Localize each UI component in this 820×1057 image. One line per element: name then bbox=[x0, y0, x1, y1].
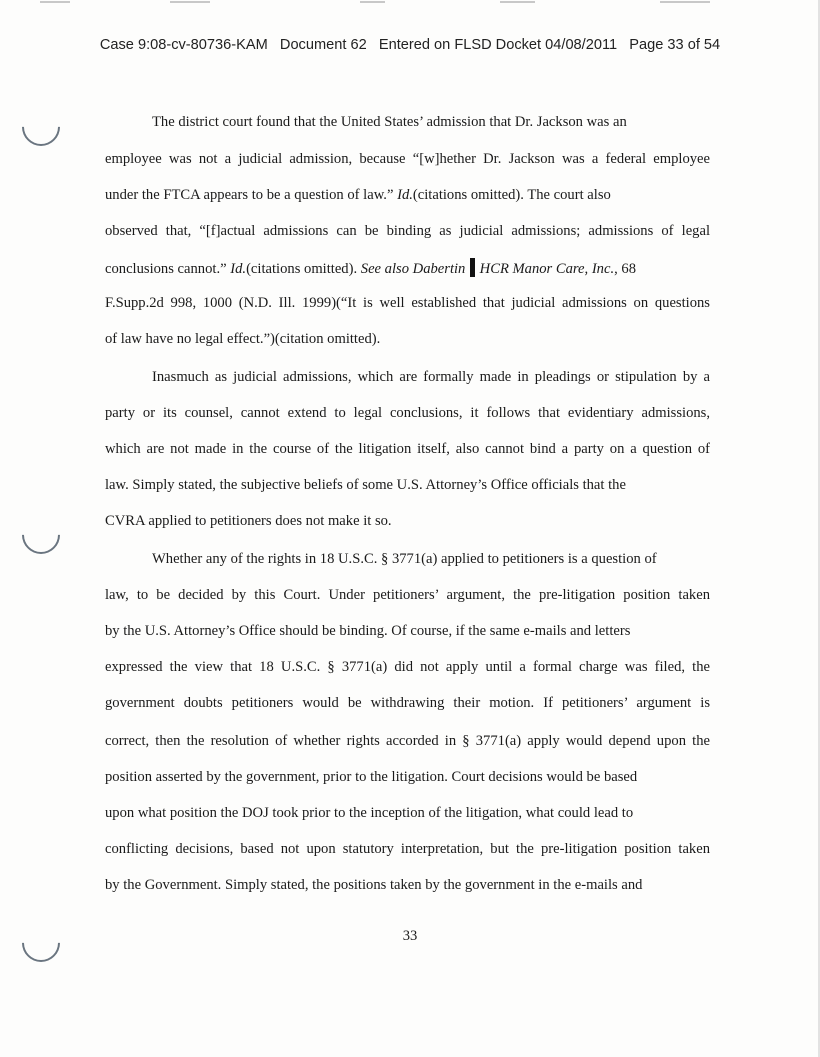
body-line: correct, then the resolution of whether rights accorded in § 3771(a) apply would depend upon the bbox=[105, 733, 710, 749]
page-number: 33 bbox=[402, 928, 418, 944]
body-line: position asserted by the government, prior to the litigation. Court decisions would be based bbox=[105, 769, 638, 785]
body-line: Inasmuch as judicial admissions, which are formally made in pleadings or stipulation by a bbox=[152, 369, 710, 385]
body-line: The district court found that the United States’ admission that Dr. Jackson was an bbox=[152, 114, 627, 130]
text-run: (citations omitted). The court also bbox=[412, 187, 611, 203]
text-run: conclusions cannot.” bbox=[105, 261, 227, 277]
body-line bbox=[105, 258, 710, 278]
redaction-mark bbox=[470, 258, 475, 277]
body-line bbox=[105, 186, 710, 204]
text-run: , 68 bbox=[614, 261, 636, 277]
body-line: government doubts petitioners would be withdrawing their motion. If petitioners’ argument is bbox=[105, 695, 710, 711]
body-line: expressed the view that 18 U.S.C. § 3771(a) did not apply until a formal charge was filed, the bbox=[105, 659, 710, 675]
case-name-italic: See also Dabertin bbox=[360, 261, 466, 277]
citation-italic: Id. bbox=[230, 261, 247, 277]
body-line: by the U.S. Attorney’s Office should be binding. Of course, if the same e-mails and letters bbox=[105, 623, 631, 639]
punch-hole-middle bbox=[14, 508, 68, 562]
body-line: F.Supp.2d 998, 1000 (N.D. Ill. 1999)(“It is well established that judicial admissions on questions bbox=[105, 295, 710, 311]
docket-header: Case 9:08-cv-80736-KAM Document 62 Entered on FLSD Docket 04/08/2011 Page 33 of 54 bbox=[99, 37, 721, 53]
body-line: party or its counsel, cannot extend to legal conclusions, it follows that evidentiary admissions, bbox=[105, 405, 710, 421]
body-line: which are not made in the course of the litigation itself, also cannot bind a party on a question of bbox=[105, 441, 710, 457]
body-line: Whether any of the rights in 18 U.S.C. § 3771(a) applied to petitioners is a question of bbox=[152, 551, 657, 567]
body-line: observed that, “[f]actual admissions can be binding as judicial admissions; admissions of legal bbox=[105, 223, 710, 239]
body-line: conflicting decisions, based not upon statutory interpretation, but the pre-litigation position taken bbox=[105, 841, 710, 857]
case-name-italic: HCR Manor Care, Inc. bbox=[479, 261, 615, 277]
citation-italic: Id. bbox=[397, 187, 413, 203]
body-line: employee was not a judicial admission, because “[w]hether Dr. Jackson was a federal employee bbox=[105, 151, 710, 167]
body-line: law. Simply stated, the subjective beliefs of some U.S. Attorney’s Office officials that the bbox=[105, 477, 626, 493]
text-run: (citations omitted). bbox=[246, 261, 358, 277]
text-run: under the FTCA appears to be a question of law.” bbox=[105, 187, 394, 203]
body-line: of law have no legal effect.”)(citation omitted). bbox=[105, 331, 381, 347]
body-line: CVRA applied to petitioners does not make it so. bbox=[105, 513, 392, 529]
body-line: by the Government. Simply stated, the positions taken by the government in the e-mails and bbox=[105, 877, 643, 893]
scan-top-edge bbox=[0, 0, 820, 6]
body-line: upon what position the DOJ took prior to the inception of the litigation, what could lead to bbox=[105, 805, 634, 821]
punch-hole-top bbox=[14, 100, 68, 154]
body-line: law, to be decided by this Court. Under petitioners’ argument, the pre-litigation position taken bbox=[105, 587, 710, 603]
